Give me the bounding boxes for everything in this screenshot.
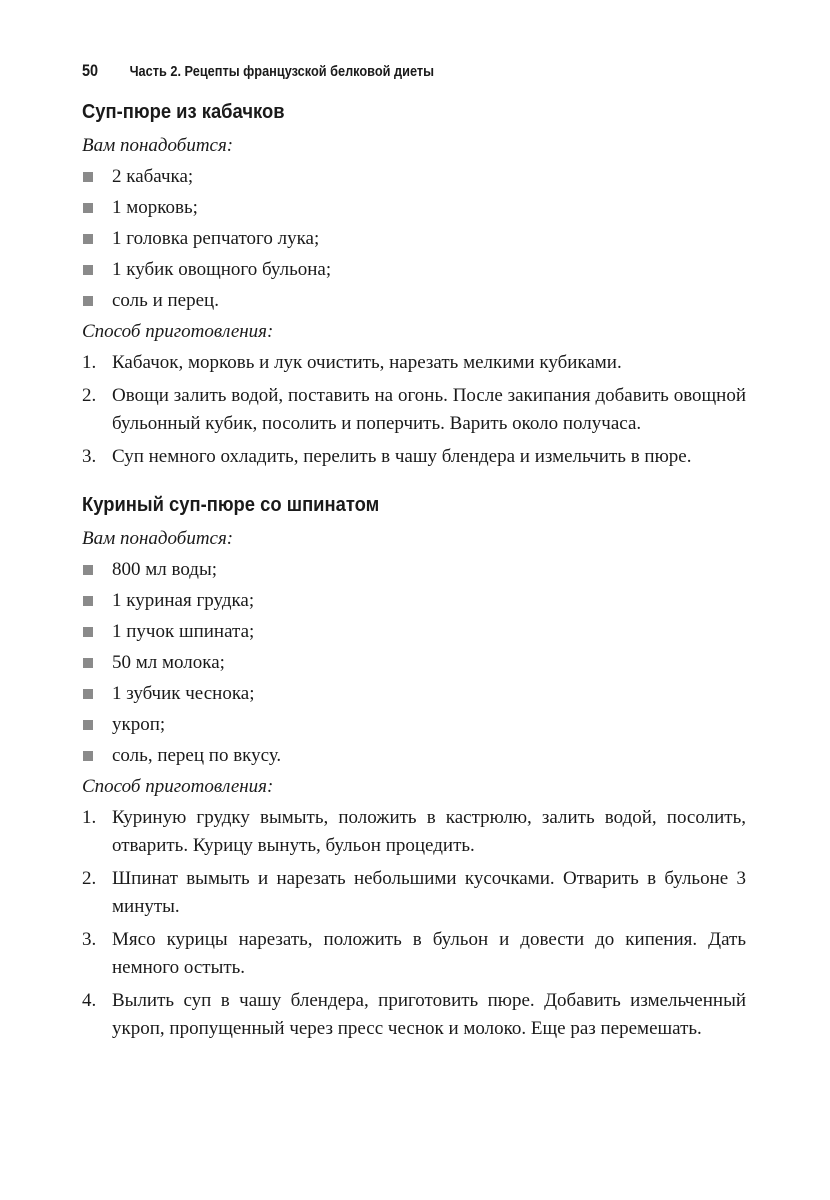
ingredient-item [82,680,746,708]
recipe-title: Суп-пюре из кабачков [82,101,285,123]
step-item [82,382,746,438]
step-number: 3. [82,446,97,467]
recipes [82,98,746,1043]
page-number: 50 [82,61,99,80]
step-item [82,804,746,860]
bullet-square-icon [83,203,93,213]
ingredients-list [82,556,746,770]
recipe-title: Куриный суп-пюре со шпинатом [82,494,380,516]
ingredient-text: 1 головка репчатого лука; [112,228,320,249]
step-number: 2. [82,385,97,406]
ingredients-list [82,163,746,315]
step-text: Суп немного охладить, перелить в чашу блендера и измельчить в пюре. [112,446,692,467]
ingredient-text: укроп; [112,714,166,735]
ingredient-item [82,649,746,677]
step-number: 2. [82,868,97,889]
step-number: 1. [82,807,97,828]
step-text: Кабачок, морковь и лук очистить, нарезать мелкими кубиками. [112,352,622,373]
step-number: 4. [82,990,97,1011]
ingredient-item [82,742,746,770]
ingredient-text: 1 зубчик чеснока; [112,683,255,704]
recipe [82,98,746,471]
step-number: 3. [82,929,97,950]
bullet-square-icon [83,596,93,606]
ingredient-item [82,711,746,739]
ingredient-item [82,194,746,222]
bullet-square-icon [83,720,93,730]
ingredient-text: 2 кабачка; [112,166,194,187]
ingredient-item [82,618,746,646]
bullet-square-icon [83,172,93,182]
ingredient-text: 1 морковь; [112,197,198,218]
ingredient-item [82,256,746,284]
method-label: Способ приготовления: [82,321,274,342]
ingredient-text: 1 куриная грудка; [112,590,255,611]
method-label: Способ приготовления: [82,776,274,797]
ingredient-item [82,225,746,253]
step-item [82,926,746,982]
ingredient-text: 1 пучок шпината; [112,621,255,642]
bullet-square-icon [83,565,93,575]
bullet-square-icon [83,234,93,244]
step-text: Овощи залить водой, поставить на огонь. После закипания добавить овощной бульонный кубик, посолить и поперчить. Варить около получаса. [112,385,746,434]
ingredient-item [82,587,746,615]
bullet-square-icon [83,265,93,275]
ingredient-item [82,287,746,315]
bullet-square-icon [83,627,93,637]
ingredient-text: соль и перец. [112,290,219,311]
steps-list [82,349,746,471]
bullet-square-icon [83,751,93,761]
step-text: Мясо курицы нарезать, положить в бульон и довести до кипения. Дать немного остыть. [112,929,746,978]
ingredient-item [82,163,746,191]
bullet-square-icon [83,689,93,699]
bullet-square-icon [83,658,93,668]
running-header [82,58,646,84]
step-text: Вылить суп в чашу блендера, приготовить пюре. Добавить измельченный укроп, пропущенный через пресс чеснок и молоко. Еще раз перемешать. [112,990,746,1039]
step-text: Шпинат вымыть и нарезать небольшими кусочками. Отварить в бульоне 3 минуты. [112,868,746,917]
ingredient-text: 50 мл молока; [112,652,225,673]
ingredient-text: 800 мл воды; [112,559,218,580]
recipe [82,491,746,1043]
bullet-square-icon [83,296,93,306]
step-item [82,987,746,1043]
steps-list [82,804,746,1043]
ingredients-label: Вам понадобится: [82,135,234,156]
step-number: 1. [82,352,97,373]
ingredient-text: 1 кубик овощного бульона; [112,259,332,280]
step-item [82,865,746,921]
ingredients-label: Вам понадобится: [82,528,234,549]
ingredient-item [82,556,746,584]
running-title: Часть 2. Рецепты французской белковой диеты [129,63,435,80]
step-item [82,443,746,471]
step-text: Куриную грудку вымыть, положить в кастрюлю, залить водой, посолить, отварить. Курицу вынуть, бульон процедить. [112,807,746,856]
book-page [82,58,746,1048]
step-item [82,349,746,377]
ingredient-text: соль, перец по вкусу. [112,745,282,766]
